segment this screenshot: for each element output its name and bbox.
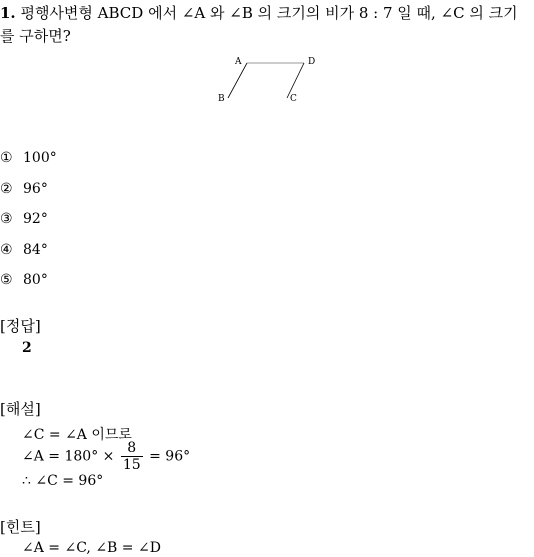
- explanation-line-1: ∠C = ∠A 이므로: [22, 427, 132, 443]
- fraction-numerator: 8: [121, 440, 143, 457]
- vertex-b-label: B: [218, 94, 225, 104]
- parallelogram-figure: [214, 52, 324, 112]
- choice-marker: ③: [0, 211, 13, 227]
- choice-text: 100°: [23, 150, 57, 166]
- explanation-line-2-prefix: ∠A = 180° ×: [22, 448, 115, 465]
- choice-marker: ⑤: [0, 272, 13, 288]
- side-dc: [287, 63, 304, 98]
- choice-text: 92°: [23, 211, 48, 227]
- explanation-label: [해설]: [0, 400, 41, 418]
- explanation-line-3: ∴ ∠C = 96°: [22, 473, 104, 489]
- hint-line-1: ∠A = ∠C, ∠B = ∠D: [22, 540, 161, 556]
- vertex-d-label: D: [308, 57, 316, 67]
- choice-marker: ②: [0, 181, 13, 197]
- choice-text: 80°: [23, 272, 48, 288]
- answer-label: [정답]: [0, 317, 41, 335]
- question-number: 1.: [0, 4, 16, 22]
- choice-5[interactable]: [0, 272, 48, 288]
- explanation-line-2-suffix: = 96°: [149, 448, 191, 465]
- hint-label: [힌트]: [0, 518, 41, 536]
- vertex-a-label: A: [235, 57, 242, 67]
- question-text: 평행사변형 ABCD 에서 ∠A 와 ∠B 의 크기의 비가 8 : 7 일 때, ∠C 의 크기를 구하면?: [0, 4, 518, 45]
- parallelogram-diagram: [214, 52, 324, 108]
- explanation-line-2: [22, 440, 190, 473]
- fraction: [121, 440, 143, 473]
- question: [0, 2, 532, 48]
- vertex-c-label: C: [290, 94, 297, 104]
- side-ab: [228, 63, 247, 98]
- choice-3[interactable]: [0, 211, 48, 227]
- choice-marker: ④: [0, 242, 13, 258]
- choice-marker: ①: [0, 150, 13, 166]
- fraction-denominator: 15: [122, 457, 141, 473]
- choice-2[interactable]: [0, 181, 48, 197]
- choice-1[interactable]: [0, 150, 57, 166]
- choice-4[interactable]: [0, 242, 48, 258]
- answer-value: 2: [22, 340, 32, 356]
- choice-text: 96°: [23, 181, 48, 197]
- choice-text: 84°: [23, 242, 48, 258]
